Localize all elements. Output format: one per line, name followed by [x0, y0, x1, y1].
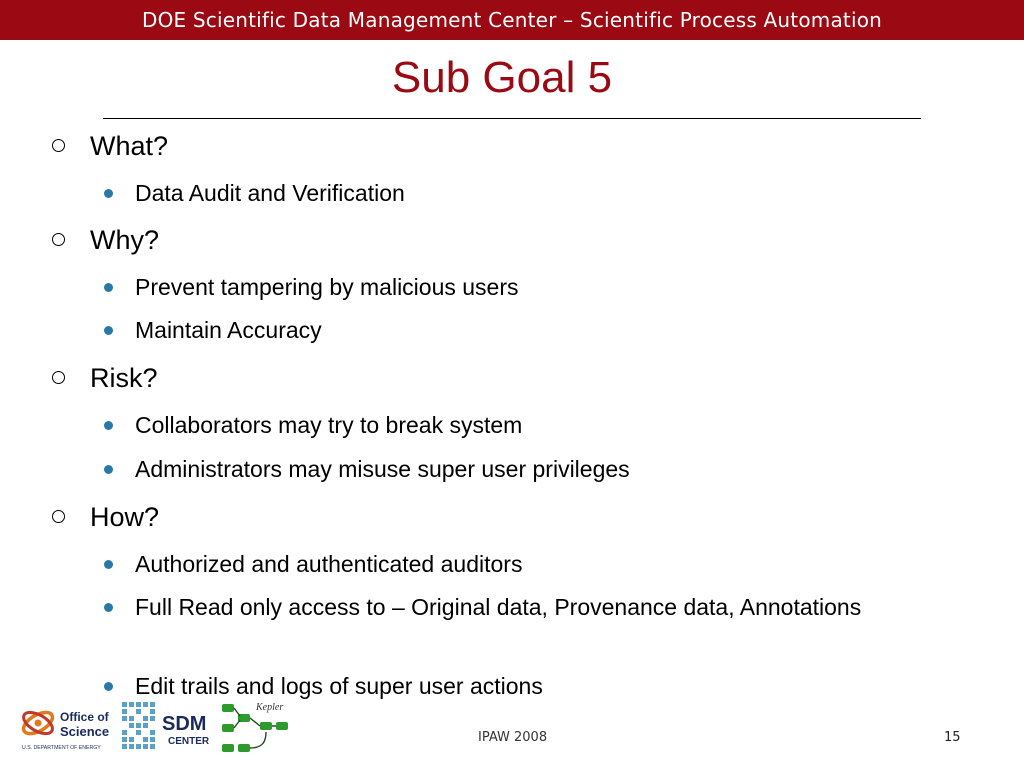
dot-bullet-icon: [104, 326, 113, 335]
sdm-logo-text: SDM: [162, 713, 207, 735]
bullet-text: Maintain Accuracy: [135, 317, 322, 343]
dot-bullet-icon: [104, 465, 113, 474]
dot-bullet-icon: [104, 283, 113, 292]
section-heading-label: Why?: [90, 225, 160, 255]
hollow-circle-bullet-icon: [52, 371, 65, 384]
kepler-logo-text: Kepler: [256, 702, 284, 713]
sdm-center-logo: [160, 708, 218, 748]
dot-bullet-icon: [104, 189, 113, 198]
logo-subtext: U.S. DEPARTMENT OF ENERGY: [22, 745, 101, 751]
dot-bullet-icon: [104, 560, 113, 569]
office-of-science-logo: [20, 703, 118, 753]
page-number: 15: [944, 730, 961, 745]
logo-text-line2: Science: [60, 724, 110, 739]
bullet-text: Prevent tampering by malicious users: [135, 274, 519, 300]
sdm-logo-subtext: CENTER: [168, 736, 210, 747]
bullet-text: Authorized and authenticated auditors: [135, 551, 523, 577]
slide-title: Sub Goal 5: [391, 53, 613, 102]
dot-bullet-icon: [104, 603, 113, 612]
hollow-circle-bullet-icon: [52, 510, 65, 523]
bullet-text: Data Audit and Verification: [135, 180, 405, 206]
section-heading-label: How?: [90, 502, 160, 532]
dot-bullet-icon: [104, 682, 113, 691]
header-title: DOE Scientific Data Management Center – Scientific Process Automation: [141, 8, 883, 32]
footer-event: IPAW 2008: [478, 730, 548, 745]
logo-text-line1: Office of: [60, 710, 109, 724]
sdm-grid-logo: [120, 700, 160, 754]
atom-swirl-icon: [20, 708, 56, 738]
bullet-text: Administrators may misuse super user privileges: [135, 456, 630, 482]
bullet-text: Full Read only access to – Original data, Provenance data, Annotations: [135, 594, 862, 620]
hollow-circle-bullet-icon: [52, 233, 65, 246]
dot-bullet-icon: [104, 421, 113, 430]
bullet-text: Collaborators may try to break system: [135, 412, 523, 438]
section-heading-label: Risk?: [90, 363, 158, 393]
bullet-text: Edit trails and logs of super user actions: [135, 673, 543, 699]
section-heading-label: What?: [90, 131, 169, 161]
kepler-logo: [220, 700, 292, 758]
hollow-circle-bullet-icon: [52, 139, 65, 152]
